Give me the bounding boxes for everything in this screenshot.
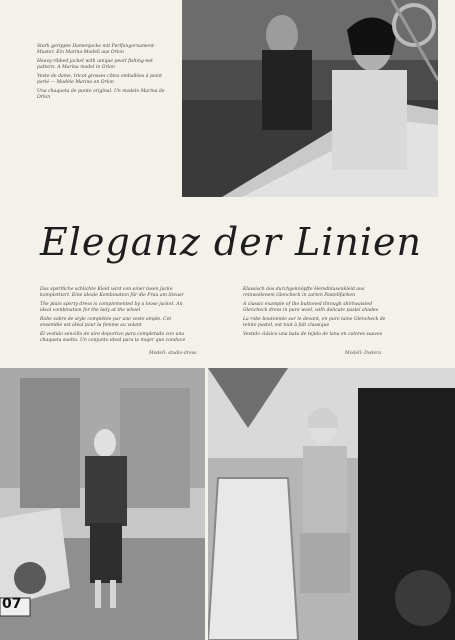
right-model-credit: Modell: Dodera	[345, 351, 382, 356]
photo-woman-car-door	[208, 368, 455, 640]
headline: Eleganz der Linien	[40, 220, 422, 264]
left-model-credit: Modell: studio-dress	[149, 351, 197, 356]
caption-line: Stark gerippte Damenjacke mit Perlfangornament-Muster. Ein Marina-Modell aus Orlon	[37, 44, 156, 55]
top-photo-caption	[37, 44, 165, 104]
body-paragraph: Vestido clásico una bata de tejido de lana en colores suaves	[243, 332, 383, 337]
caption-line: Veste de dame, tricot grosses côtes emballées à point perlé — Modèle Marina en Orlon	[37, 74, 162, 85]
body-paragraph: La robe boutonnée sur le devant, en pure laine Glencheck de teinte pastel, est tout à fait classique	[243, 317, 386, 328]
body-paragraph: Klassisch das durchgeknöpfte Hemdblusenkleid aus reinwollenem Glencheck in zarten Pastellfarben	[243, 287, 365, 298]
body-paragraph: El vestido sencillo de aire deportivo para completado con una chaqueta suelta. Un conjunto ideal para la mujer que conduce	[40, 332, 186, 343]
body-paragraph: Robe sobre de style complétée par une veste ample. Cet ensemble est idéal pour la femme au volant	[40, 317, 172, 328]
caption-line: Heavy-ribbed jacket with unique pearl fishing-net pattern. A Marina model in Orlon	[37, 59, 153, 70]
left-text-column	[40, 287, 190, 347]
photo-woman-with-car	[0, 368, 205, 640]
license-plate: 07	[2, 596, 22, 612]
photo-couple-boat	[182, 0, 438, 197]
caption-line: Una chaqueta de punto original. Un modelo Marina de Orlon	[37, 89, 165, 100]
body-paragraph: Das sportliche schlichte Kleid wird von einer losen Jacke komplettiert. Eine ideale Kombination für die Frau am Steuer	[40, 287, 184, 298]
body-paragraph: A classic example of the buttoned through shirtwaisted Glencheck dress in pure wool, with delicate pastel shades	[243, 302, 379, 313]
right-text-column	[243, 287, 393, 341]
body-paragraph: The plain sporty dress is complemented by a loose jacket. An ideal combination for the lady at the wheel	[40, 302, 183, 313]
